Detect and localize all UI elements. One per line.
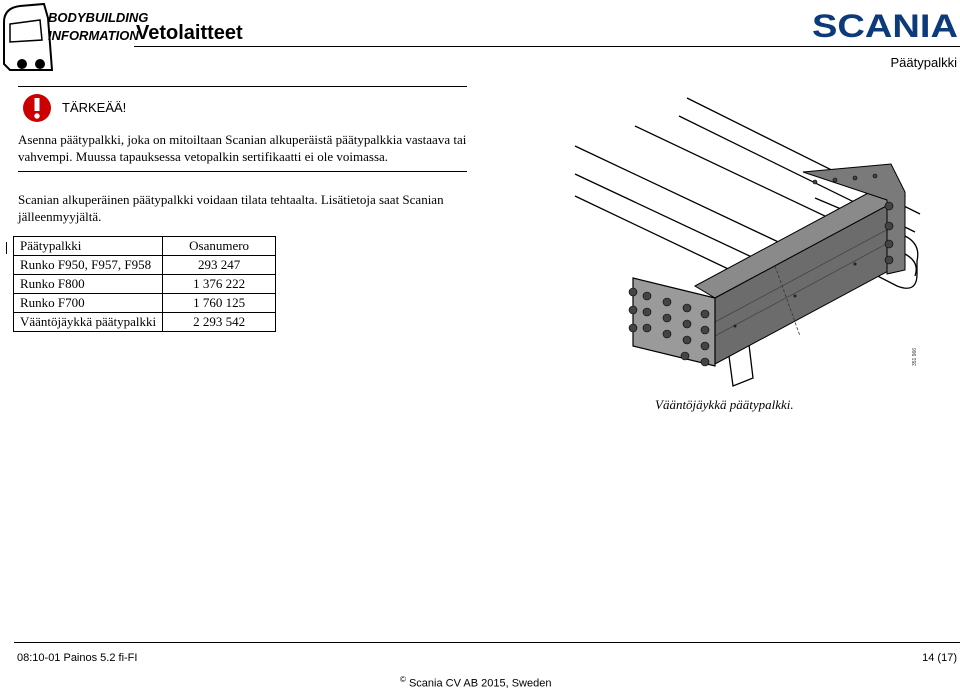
bodybuilding-information-logo xyxy=(0,0,149,72)
part-number-table xyxy=(13,236,276,332)
page-number: 14 (17) xyxy=(922,652,957,664)
table-row xyxy=(14,256,276,275)
document-reference: 08:10-01 Painos 5.2 fi-FI xyxy=(17,652,138,664)
table-cell: 1 760 125 xyxy=(163,294,276,313)
warning-title: TÄRKEÄÄ! xyxy=(62,100,127,115)
change-bar xyxy=(6,242,7,254)
figure-caption: Vääntöjäykkä päätypalkki. xyxy=(655,397,794,412)
exclamation-icon xyxy=(22,93,52,123)
logo-line1: BODYBUILDING xyxy=(48,10,149,25)
warning-text: Asenna päätypalkki, joka on mitoiltaan Scanian alkuperäistä päätypalkkia vastaava tai vahvempi. Muussa tapauksessa vetopalkin sertifikaatti ei ole voimassa. xyxy=(18,132,467,164)
table-cell: Runko F950, F957, F958 xyxy=(14,256,163,275)
logo-line2: INFORMATION xyxy=(48,28,139,43)
document-title: Vetolaitteet xyxy=(136,22,243,44)
warning-bottom-rule xyxy=(18,171,467,172)
table-header-row xyxy=(14,237,276,256)
end-beam-illustration xyxy=(575,96,920,396)
table-header-cell: Osanumero xyxy=(163,237,276,256)
section-name: Päätypalkki xyxy=(890,55,957,70)
copyright xyxy=(400,675,551,690)
table-cell: 2 293 542 xyxy=(163,313,276,332)
info-paragraph: Scanian alkuperäinen päätypalkki voidaan tilata tehtaalta. Lisätietoja saat Scanian jälleenmyyjältä. xyxy=(18,192,444,224)
table-cell: 293 247 xyxy=(163,256,276,275)
footer-divider xyxy=(14,642,960,643)
scania-logo xyxy=(812,10,958,42)
table-cell: Runko F700 xyxy=(14,294,163,313)
copyright-text: Scania CV AB 2015, Sweden xyxy=(408,677,552,690)
warning-top-rule xyxy=(18,86,467,87)
table-row xyxy=(14,294,276,313)
header-divider xyxy=(134,46,960,47)
figure-id: 351 966 xyxy=(912,347,918,366)
table-cell: 1 376 222 xyxy=(163,275,276,294)
table-header-cell: Päätypalkki xyxy=(14,237,163,256)
table-row xyxy=(14,313,276,332)
svg-text:SCANIA: SCANIA xyxy=(812,8,958,44)
table-row xyxy=(14,275,276,294)
table-cell: Vääntöjäykkä päätypalkki xyxy=(14,313,163,332)
table-cell: Runko F800 xyxy=(14,275,163,294)
copyright-symbol: © xyxy=(400,675,406,684)
